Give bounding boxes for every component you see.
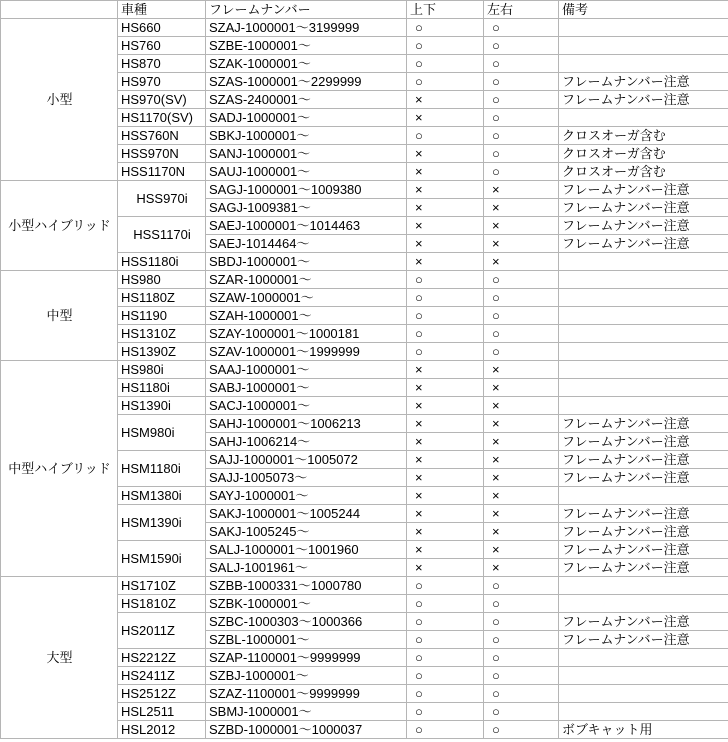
leftright-mark-cell: ○ [484,595,559,613]
model-cell: HS2011Z [118,613,206,649]
updown-mark-cell: ○ [407,613,484,631]
remarks-cell: フレームナンバー注意 [559,235,728,253]
frame-number-cell: SAJJ-1005073～ [206,469,407,487]
updown-mark-cell: × [407,181,484,199]
remarks-cell: フレームナンバー注意 [559,433,728,451]
updown-mark-cell: ○ [407,703,484,721]
updown-mark-cell: ○ [407,271,484,289]
frame-number-cell: SAAJ-1000001～ [206,361,407,379]
leftright-mark-cell: ○ [484,163,559,181]
header-leftright: 左右 [484,1,559,19]
remarks-cell: フレームナンバー注意 [559,613,728,631]
leftright-mark-cell: × [484,415,559,433]
frame-number-cell: SAHJ-1000001～1006213 [206,415,407,433]
remarks-cell: フレームナンバー注意 [559,451,728,469]
table-row [1,361,728,379]
leftright-mark-cell: × [484,433,559,451]
remarks-cell [559,271,728,289]
frame-number-cell: SZAY-1000001～1000181 [206,325,407,343]
remarks-cell [559,55,728,73]
table-row [1,19,728,37]
frame-number-cell: SABJ-1000001～ [206,379,407,397]
leftright-mark-cell: ○ [484,19,559,37]
model-cell: HS2212Z [118,649,206,667]
model-cell: HS660 [118,19,206,37]
updown-mark-cell: ○ [407,631,484,649]
model-cell: HS2411Z [118,667,206,685]
updown-mark-cell: × [407,415,484,433]
leftright-mark-cell: × [484,235,559,253]
leftright-mark-cell: × [484,505,559,523]
updown-mark-cell: ○ [407,19,484,37]
model-cell: HS1180Z [118,289,206,307]
model-cell: HSM1590i [118,541,206,577]
leftright-mark-cell: ○ [484,109,559,127]
updown-mark-cell: × [407,145,484,163]
updown-mark-cell: × [407,199,484,217]
leftright-mark-cell: ○ [484,703,559,721]
model-cell: HSL2012 [118,721,206,739]
updown-mark-cell: ○ [407,667,484,685]
frame-number-cell: SZBB-1000331～1000780 [206,577,407,595]
model-cell: HS2512Z [118,685,206,703]
model-cell: HSS1170i [118,217,206,253]
frame-number-cell: SZAZ-1100001～9999999 [206,685,407,703]
remarks-cell: フレームナンバー注意 [559,217,728,235]
updown-mark-cell: ○ [407,595,484,613]
updown-mark-cell: ○ [407,307,484,325]
remarks-cell: ボブキャット用 [559,721,728,739]
model-cell: HS1390Z [118,343,206,361]
frame-number-cell: SZBK-1000001～ [206,595,407,613]
model-cell: HSL2511 [118,703,206,721]
updown-mark-cell: ○ [407,127,484,145]
updown-mark-cell: × [407,541,484,559]
remarks-cell: フレームナンバー注意 [559,91,728,109]
updown-mark-cell: × [407,253,484,271]
leftright-mark-cell: × [484,397,559,415]
model-cell: HSS970i [118,181,206,217]
remarks-cell [559,325,728,343]
frame-number-cell: SAEJ-1000001～1014463 [206,217,407,235]
leftright-mark-cell: ○ [484,37,559,55]
model-cell: HSS1180i [118,253,206,271]
frame-number-cell: SAGJ-1000001～1009380 [206,181,407,199]
updown-mark-cell: × [407,505,484,523]
updown-mark-cell: × [407,451,484,469]
model-cell: HS1390i [118,397,206,415]
model-cell: HS1190 [118,307,206,325]
remarks-cell: フレームナンバー注意 [559,415,728,433]
header-updown: 上下 [407,1,484,19]
leftright-mark-cell: × [484,199,559,217]
frame-number-cell: SAEJ-1014464～ [206,235,407,253]
updown-mark-cell: × [407,397,484,415]
table-row [1,181,728,199]
remarks-cell [559,19,728,37]
frame-number-cell: SZBJ-1000001～ [206,667,407,685]
updown-mark-cell: × [407,217,484,235]
updown-mark-cell: × [407,433,484,451]
updown-mark-cell: × [407,91,484,109]
updown-mark-cell: × [407,235,484,253]
frame-number-cell: SBMJ-1000001～ [206,703,407,721]
model-cell: HS980i [118,361,206,379]
frame-number-cell: SZBE-1000001～ [206,37,407,55]
updown-mark-cell: × [407,163,484,181]
category-cell: 大型 [1,577,118,739]
frame-number-cell: SZAV-1000001～1999999 [206,343,407,361]
remarks-cell: フレームナンバー注意 [559,541,728,559]
remarks-cell [559,109,728,127]
frame-number-cell: SADJ-1000001～ [206,109,407,127]
updown-mark-cell: × [407,379,484,397]
model-cell: HS1810Z [118,595,206,613]
leftright-mark-cell: ○ [484,721,559,739]
frame-number-cell: SZAK-1000001～ [206,55,407,73]
frame-number-cell: SZAP-1100001～9999999 [206,649,407,667]
leftright-mark-cell: ○ [484,343,559,361]
leftright-mark-cell: ○ [484,55,559,73]
remarks-cell: クロスオーガ含む [559,127,728,145]
updown-mark-cell: × [407,469,484,487]
remarks-cell: フレームナンバー注意 [559,559,728,577]
remarks-cell [559,577,728,595]
remarks-cell [559,37,728,55]
updown-mark-cell: ○ [407,721,484,739]
remarks-cell: フレームナンバー注意 [559,73,728,91]
model-cell: HS1710Z [118,577,206,595]
model-cell: HSS1170N [118,163,206,181]
remarks-cell [559,703,728,721]
model-cell: HS970 [118,73,206,91]
remarks-cell [559,649,728,667]
frame-number-cell: SZAJ-1000001～3199999 [206,19,407,37]
frame-number-cell: SZAH-1000001～ [206,307,407,325]
frame-number-cell: SZAS-1000001～2299999 [206,73,407,91]
category-cell: 中型 [1,271,118,361]
leftright-mark-cell: ○ [484,667,559,685]
frame-number-cell: SALJ-1001961～ [206,559,407,577]
remarks-cell: フレームナンバー注意 [559,523,728,541]
leftright-mark-cell: ○ [484,631,559,649]
frame-number-cell: SANJ-1000001～ [206,145,407,163]
category-cell: 中型ハイブリッド [1,361,118,577]
updown-mark-cell: × [407,523,484,541]
frame-number-cell: SAGJ-1009381～ [206,199,407,217]
leftright-mark-cell: × [484,487,559,505]
header-frame-number: フレームナンバー [206,1,407,19]
frame-number-cell: SZBD-1000001～1000037 [206,721,407,739]
remarks-cell [559,361,728,379]
frame-number-cell: SAJJ-1000001～1005072 [206,451,407,469]
remarks-cell [559,379,728,397]
leftright-mark-cell: ○ [484,577,559,595]
leftright-mark-cell: ○ [484,649,559,667]
leftright-mark-cell: ○ [484,613,559,631]
table-row [1,271,728,289]
leftright-mark-cell: × [484,523,559,541]
remarks-cell: フレームナンバー注意 [559,505,728,523]
leftright-mark-cell: × [484,253,559,271]
updown-mark-cell: ○ [407,289,484,307]
model-cell: HS1180i [118,379,206,397]
remarks-cell [559,397,728,415]
frame-number-cell: SAKJ-1000001～1005244 [206,505,407,523]
updown-mark-cell: × [407,487,484,505]
leftright-mark-cell: ○ [484,271,559,289]
leftright-mark-cell: × [484,181,559,199]
frame-number-cell: SZAS-2400001～ [206,91,407,109]
category-cell: 小型 [1,19,118,181]
frame-number-cell: SBKJ-1000001～ [206,127,407,145]
updown-mark-cell: ○ [407,325,484,343]
leftright-mark-cell: ○ [484,127,559,145]
frame-number-cell: SACJ-1000001～ [206,397,407,415]
frame-number-cell: SAKJ-1005245～ [206,523,407,541]
leftright-mark-cell: × [484,469,559,487]
leftright-mark-cell: ○ [484,289,559,307]
leftright-mark-cell: ○ [484,73,559,91]
frame-number-cell: SALJ-1000001～1001960 [206,541,407,559]
leftright-mark-cell: × [484,379,559,397]
leftright-mark-cell: × [484,541,559,559]
remarks-cell [559,289,728,307]
frame-number-cell: SAUJ-1000001～ [206,163,407,181]
model-cell: HS760 [118,37,206,55]
model-cell: HS1170(SV) [118,109,206,127]
leftright-mark-cell: ○ [484,325,559,343]
remarks-cell [559,343,728,361]
frame-number-cell: SAYJ-1000001～ [206,487,407,505]
leftright-mark-cell: × [484,559,559,577]
frame-number-cell: SBDJ-1000001～ [206,253,407,271]
model-cell: HSM1390i [118,505,206,541]
leftright-mark-cell: ○ [484,307,559,325]
updown-mark-cell: ○ [407,37,484,55]
model-cell: HS970(SV) [118,91,206,109]
category-cell: 小型ハイブリッド [1,181,118,271]
remarks-cell: クロスオーガ含む [559,145,728,163]
leftright-mark-cell: × [484,217,559,235]
remarks-cell: フレームナンバー注意 [559,199,728,217]
remarks-cell: フレームナンバー注意 [559,469,728,487]
table-row [1,577,728,595]
updown-mark-cell: × [407,361,484,379]
model-cell: HSM1180i [118,451,206,487]
leftright-mark-cell: ○ [484,91,559,109]
remarks-cell: フレームナンバー注意 [559,181,728,199]
frame-number-cell: SZBC-1000303～1000366 [206,613,407,631]
leftright-mark-cell: ○ [484,145,559,163]
model-cell: HSS760N [118,127,206,145]
frame-number-cell: SZAW-1000001～ [206,289,407,307]
remarks-cell [559,253,728,271]
leftright-mark-cell: ○ [484,685,559,703]
model-cell: HSS970N [118,145,206,163]
remarks-cell: フレームナンバー注意 [559,631,728,649]
updown-mark-cell: ○ [407,577,484,595]
remarks-cell [559,307,728,325]
updown-mark-cell: ○ [407,343,484,361]
model-cell: HS870 [118,55,206,73]
updown-mark-cell: × [407,559,484,577]
remarks-cell: クロスオーガ含む [559,163,728,181]
updown-mark-cell: × [407,109,484,127]
updown-mark-cell: ○ [407,55,484,73]
frame-number-cell: SZAR-1000001～ [206,271,407,289]
model-cell: HS1310Z [118,325,206,343]
remarks-cell [559,595,728,613]
model-cell: HSM980i [118,415,206,451]
header-category [1,1,118,19]
remarks-cell [559,487,728,505]
header-remarks: 備考 [559,1,728,19]
updown-mark-cell: ○ [407,73,484,91]
frame-number-cell: SAHJ-1006214～ [206,433,407,451]
header-model: 車種 [118,1,206,19]
model-cell: HS980 [118,271,206,289]
updown-mark-cell: ○ [407,649,484,667]
updown-mark-cell: ○ [407,685,484,703]
model-cell: HSM1380i [118,487,206,505]
frame-number-cell: SZBL-1000001～ [206,631,407,649]
remarks-cell [559,685,728,703]
leftright-mark-cell: × [484,361,559,379]
remarks-cell [559,667,728,685]
header-row [1,1,728,19]
leftright-mark-cell: × [484,451,559,469]
